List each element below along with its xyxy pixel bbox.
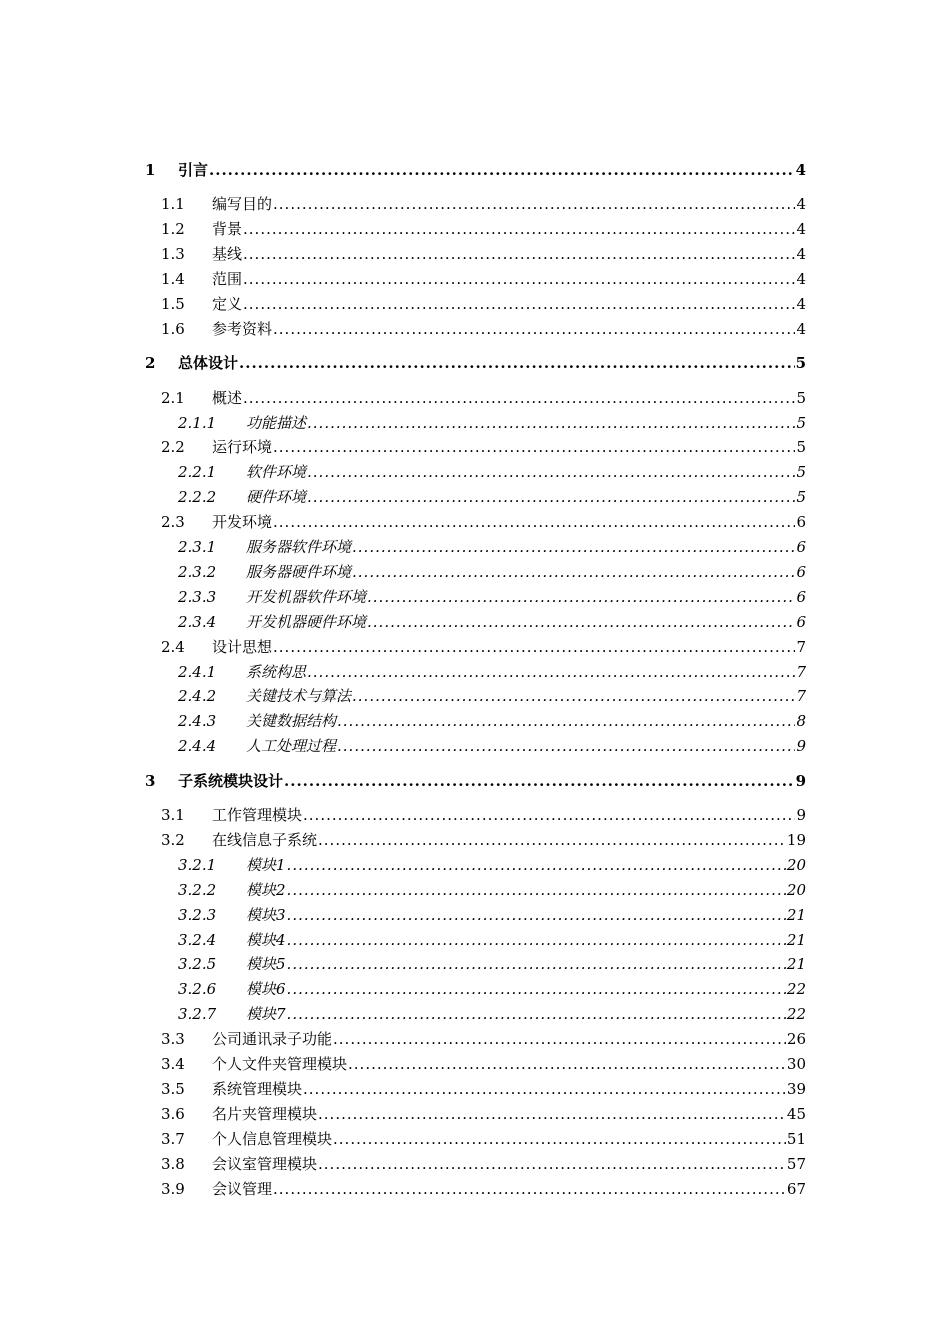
toc-entry-title: 背景 (212, 220, 243, 238)
toc-dot-leader (243, 219, 795, 239)
toc-entry-number: 2.3 (161, 513, 185, 531)
toc-entry[interactable] (178, 979, 806, 999)
toc-entry-number: 1 (145, 161, 156, 179)
toc-dot-leader (273, 194, 795, 214)
toc-entry[interactable] (178, 905, 806, 925)
toc-entry-title: 模块4 (246, 931, 286, 949)
toc-entry-page: 4 (796, 295, 806, 313)
toc-entry-page: 6 (796, 588, 806, 606)
toc-entry[interactable] (161, 1129, 806, 1149)
toc-entry[interactable] (178, 880, 806, 900)
toc-entry-page: 4 (796, 270, 806, 288)
toc-dot-leader (273, 637, 795, 657)
toc-entry-number: 3.8 (161, 1155, 185, 1173)
toc-entry-page: 4 (796, 320, 806, 338)
toc-entry-number: 2 (145, 354, 156, 372)
toc-entry-title: 定义 (212, 295, 243, 313)
toc-entry-title: 参考资料 (212, 320, 273, 338)
toc-entry-number: 2.4 (161, 638, 185, 656)
toc-entry[interactable] (178, 686, 806, 706)
toc-entry[interactable] (161, 1104, 806, 1124)
toc-entry-number: 2.2.2 (178, 488, 217, 506)
toc-dot-leader (303, 805, 795, 825)
toc-dot-leader (243, 388, 795, 408)
toc-entry-number: 2.2.1 (178, 463, 217, 481)
toc-dot-leader (273, 1179, 786, 1199)
toc-entry[interactable] (145, 160, 806, 180)
toc-entry[interactable] (178, 1004, 806, 1024)
toc-entry-title: 公司通讯录子功能 (212, 1030, 333, 1048)
toc-dot-leader (352, 562, 795, 582)
toc-dot-leader (307, 662, 795, 682)
toc-entry[interactable] (178, 930, 806, 950)
toc-entry-page: 26 (786, 1030, 806, 1048)
toc-entry[interactable] (178, 855, 806, 875)
toc-entry[interactable] (161, 512, 806, 532)
toc-entry-title: 名片夹管理模块 (212, 1105, 318, 1123)
toc-entry-number: 3.4 (161, 1055, 185, 1073)
toc-entry-page: 9 (796, 737, 806, 755)
toc-entry-number: 1.5 (161, 295, 185, 313)
toc-dot-leader (318, 830, 786, 850)
toc-entry-page: 20 (786, 881, 806, 899)
toc-dot-leader (239, 353, 795, 373)
toc-entry[interactable] (178, 711, 806, 731)
toc-entry[interactable] (161, 805, 806, 825)
toc-entry-page: 5 (796, 414, 806, 432)
toc-entry-title: 会议室管理模块 (212, 1155, 318, 1173)
toc-entry-number: 1.6 (161, 320, 185, 338)
toc-entry-number: 3.5 (161, 1080, 185, 1098)
toc-entry[interactable] (145, 771, 806, 791)
toc-entry[interactable] (161, 294, 806, 314)
toc-entry-page: 19 (786, 831, 806, 849)
toc-entry-title: 开发机器软件环境 (246, 588, 367, 606)
toc-entry-page: 22 (786, 980, 806, 998)
toc-dot-leader (337, 736, 795, 756)
toc-entry-page: 5 (796, 438, 806, 456)
toc-entry-page: 6 (796, 513, 806, 531)
toc-entry-title: 引言 (178, 161, 209, 179)
toc-entry-title: 关键数据结构 (246, 712, 337, 730)
toc-dot-leader (273, 319, 795, 339)
toc-entry-page: 67 (786, 1180, 806, 1198)
toc-entry[interactable] (161, 830, 806, 850)
toc-entry-number: 1.3 (161, 245, 185, 263)
toc-entry-title: 服务器软件环境 (246, 538, 352, 556)
toc-entry-number: 1.4 (161, 270, 185, 288)
toc-entry-page: 45 (786, 1105, 806, 1123)
toc-entry[interactable] (161, 219, 806, 239)
toc-entry[interactable] (161, 194, 806, 214)
toc-entry[interactable] (161, 1029, 806, 1049)
toc-entry-page: 4 (796, 220, 806, 238)
toc-dot-leader (287, 954, 786, 974)
toc-entry-title: 模块5 (246, 955, 286, 973)
toc-entry-title: 硬件环境 (246, 488, 307, 506)
toc-entry-title: 编写目的 (212, 195, 273, 213)
toc-entry-number: 2.4.2 (178, 687, 217, 705)
toc-dot-leader (284, 771, 795, 791)
toc-entry-title: 系统构思 (246, 663, 307, 681)
toc-entry-page: 21 (786, 955, 806, 973)
toc-entry[interactable] (161, 1154, 806, 1174)
toc-entry[interactable] (178, 537, 806, 557)
toc-entry-number: 3.2.6 (178, 980, 217, 998)
toc-entry-title: 模块2 (246, 881, 286, 899)
toc-dot-leader (367, 612, 795, 632)
toc-dot-leader (307, 462, 795, 482)
toc-dot-leader (337, 711, 795, 731)
toc-entry[interactable] (145, 353, 806, 373)
toc-dot-leader (243, 269, 795, 289)
toc-entry-title: 在线信息子系统 (212, 831, 318, 849)
toc-entry-title: 设计思想 (212, 638, 273, 656)
toc-entry-title: 服务器硬件环境 (246, 563, 352, 581)
toc-entry-page: 57 (786, 1155, 806, 1173)
toc-dot-leader (318, 1104, 786, 1124)
toc-dot-leader (348, 1054, 786, 1074)
toc-entry[interactable] (178, 562, 806, 582)
toc-entry-page: 30 (786, 1055, 806, 1073)
toc-entry-title: 开发环境 (212, 513, 273, 531)
toc-dot-leader (367, 587, 795, 607)
toc-entry-page: 5 (795, 354, 806, 372)
toc-entry-number: 3 (145, 772, 156, 790)
toc-entry-page: 8 (796, 712, 806, 730)
toc-entry-number: 3.7 (161, 1130, 185, 1148)
toc-entry-title: 范围 (212, 270, 243, 288)
toc-entry-page: 20 (786, 856, 806, 874)
toc-entry-number: 3.9 (161, 1180, 185, 1198)
toc-entry-page: 9 (796, 806, 806, 824)
toc-dot-leader (307, 487, 795, 507)
toc-entry-number: 3.2.7 (178, 1005, 217, 1023)
toc-entry[interactable] (178, 487, 806, 507)
toc-entry-number: 2.3.1 (178, 538, 217, 556)
toc-entry[interactable] (161, 319, 806, 339)
toc-entry[interactable] (161, 437, 806, 457)
toc-entry-title: 模块3 (246, 906, 286, 924)
toc-entry-number: 2.3.2 (178, 563, 217, 581)
toc-entry-number: 3.6 (161, 1105, 185, 1123)
toc-entry-title: 基线 (212, 245, 243, 263)
toc-entry-number: 3.2.3 (178, 906, 217, 924)
toc-entry-number: 1.1 (161, 195, 185, 213)
toc-dot-leader (287, 1004, 786, 1024)
toc-entry-number: 2.1.1 (178, 414, 217, 432)
toc-entry[interactable] (178, 413, 806, 433)
toc-entry-page: 7 (796, 687, 806, 705)
toc-entry-number: 2.4.3 (178, 712, 217, 730)
toc-entry[interactable] (161, 1054, 806, 1074)
toc-entry-page: 6 (796, 563, 806, 581)
toc-dot-leader (209, 160, 795, 180)
toc-entry-title: 人工处理过程 (246, 737, 337, 755)
toc-entry-title: 子系统模块设计 (178, 772, 284, 790)
toc-dot-leader (243, 294, 795, 314)
toc-dot-leader (307, 413, 795, 433)
toc-entry-title: 软件环境 (246, 463, 307, 481)
toc-dot-leader (352, 537, 795, 557)
toc-dot-leader (287, 905, 786, 925)
toc-entry-number: 3.2.4 (178, 931, 217, 949)
toc-entry[interactable] (178, 462, 806, 482)
toc-entry[interactable] (161, 244, 806, 264)
toc-dot-leader (287, 880, 786, 900)
toc-dot-leader (333, 1129, 786, 1149)
toc-entry-page: 39 (786, 1080, 806, 1098)
toc-entry-title: 功能描述 (246, 414, 307, 432)
toc-entry-page: 4 (795, 161, 806, 179)
toc-entry-title: 总体设计 (178, 354, 239, 372)
toc-entry-page: 7 (796, 638, 806, 656)
toc-dot-leader (352, 686, 795, 706)
toc-entry[interactable] (161, 388, 806, 408)
toc-dot-leader (243, 244, 795, 264)
toc-entry-page: 51 (786, 1130, 806, 1148)
toc-entry[interactable] (161, 1179, 806, 1199)
toc-dot-leader (318, 1154, 786, 1174)
toc-entry-number: 3.2.5 (178, 955, 217, 973)
toc-entry-title: 模块6 (246, 980, 286, 998)
toc-entry-title: 概述 (212, 389, 243, 407)
toc-entry-page: 5 (796, 463, 806, 481)
toc-entry-number: 2.1 (161, 389, 185, 407)
toc-entry[interactable] (178, 662, 806, 682)
toc-entry-number: 2.2 (161, 438, 185, 456)
toc-dot-leader (273, 437, 795, 457)
toc-entry-number: 3.2.1 (178, 856, 217, 874)
toc-entry-title: 模块1 (246, 856, 286, 874)
toc-entry[interactable] (178, 612, 806, 632)
toc-entry-page: 7 (796, 663, 806, 681)
toc-entry[interactable] (161, 637, 806, 657)
toc-entry[interactable] (161, 269, 806, 289)
toc-dot-leader (287, 979, 786, 999)
toc-entry-page: 21 (786, 931, 806, 949)
toc-entry-page: 6 (796, 538, 806, 556)
toc-entry[interactable] (178, 736, 806, 756)
toc-entry-page: 4 (796, 195, 806, 213)
toc-entry-number: 3.2.2 (178, 881, 217, 899)
toc-entry-title: 会议管理 (212, 1180, 273, 1198)
toc-entry-page: 5 (796, 389, 806, 407)
toc-entry-number: 2.4.1 (178, 663, 217, 681)
toc-entry-page: 6 (796, 613, 806, 631)
toc-dot-leader (303, 1079, 786, 1099)
toc-entry-number: 1.2 (161, 220, 185, 238)
toc-entry[interactable] (161, 1079, 806, 1099)
toc-entry-number: 2.4.4 (178, 737, 217, 755)
toc-entry-title: 个人信息管理模块 (212, 1130, 333, 1148)
toc-entry-page: 9 (795, 772, 806, 790)
toc-entry-title: 个人文件夹管理模块 (212, 1055, 348, 1073)
toc-entry-title: 关键技术与算法 (246, 687, 352, 705)
toc-entry-title: 模块7 (246, 1005, 286, 1023)
toc-entry-number: 2.3.3 (178, 588, 217, 606)
toc-entry-number: 2.3.4 (178, 613, 217, 631)
toc-entry-page: 4 (796, 245, 806, 263)
toc-entry-title: 系统管理模块 (212, 1080, 303, 1098)
toc-entry-number: 3.3 (161, 1030, 185, 1048)
toc-entry-page: 22 (786, 1005, 806, 1023)
toc-entry-number: 3.1 (161, 806, 185, 824)
toc-entry[interactable] (178, 954, 806, 974)
toc-dot-leader (333, 1029, 786, 1049)
toc-entry-title: 开发机器硬件环境 (246, 613, 367, 631)
toc-entry-page: 5 (796, 488, 806, 506)
toc-entry-number: 3.2 (161, 831, 185, 849)
toc-entry-page: 21 (786, 906, 806, 924)
toc-dot-leader (287, 855, 786, 875)
toc-dot-leader (287, 930, 786, 950)
toc-entry-title: 工作管理模块 (212, 806, 303, 824)
toc-entry[interactable] (178, 587, 806, 607)
toc-dot-leader (273, 512, 795, 532)
toc-entry-title: 运行环境 (212, 438, 273, 456)
